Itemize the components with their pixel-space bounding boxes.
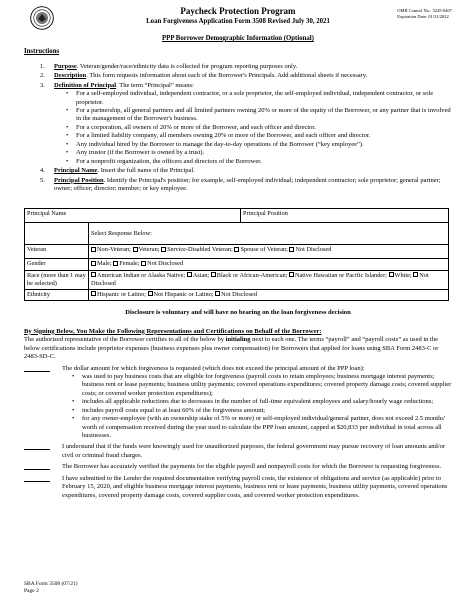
bullet-icon: • (66, 90, 69, 98)
gender-not-disclosed-checkbox[interactable] (141, 261, 146, 266)
certification-bullets (62, 373, 452, 441)
definition-item (66, 158, 452, 166)
instruction-number: 5. (40, 176, 45, 184)
bullet-text: includes payroll costs equal to at least 60% of the forgiveness amount; (82, 406, 266, 414)
option-label: Veteran; (138, 246, 160, 254)
bullet-icon: • (66, 132, 69, 140)
definition-text: For a nonprofit organization, the officers and directors of the Borrower. (76, 157, 262, 165)
page-number: Page 2 (24, 587, 39, 594)
native-hawaiian-checkbox[interactable] (289, 272, 294, 277)
option-label: Not Disclosed (91, 271, 429, 287)
option-label: White; (394, 271, 412, 279)
sba-seal-icon (30, 6, 54, 30)
certification-item (24, 443, 452, 460)
omb-control-number: OMB Control No.: 3245-0407 (397, 8, 452, 13)
certification-text: I have submitted to the Lender the required documentation verifying payroll costs, the existence of obligations and service (as applicable) prior to February 15, 2020, and eligible business mortgage interest payments, business rent or lease payments, business utility payments, covered operations expenditures, covered property damage costs, covered supplier costs, and covered worker protection expenditures. (62, 474, 448, 499)
race-row (25, 270, 449, 289)
option-label: Hispanic or Latino; (97, 290, 146, 298)
instruction-term: Purpose (54, 62, 77, 70)
select-response-label: Select Response Below: (91, 229, 152, 237)
not-hispanic-checkbox[interactable] (148, 291, 153, 296)
option-label: Spouse of Veteran; (240, 246, 288, 254)
instruction-number: 1. (40, 62, 45, 70)
definition-item (66, 107, 452, 124)
bullet-text: was used to pay business costs that are eligible for forgiveness (payroll costs to retain employees; business mortgage interest payments; business rent or lease payments; business utility payments; covered operations expenditures; covered property damage costs; covered supplier costs; or covered worker protection expenditures); (82, 372, 452, 397)
option-label: Not Disclosed (295, 246, 332, 254)
instruction-text: . The term “Principal” means: (116, 81, 194, 89)
intro-bold-text: initialing (225, 336, 251, 344)
instruction-item (40, 72, 452, 80)
definition-item (66, 132, 452, 140)
instruction-text: . Insert the full name of the Principal. (97, 167, 195, 175)
bullet-item (72, 373, 452, 398)
bullet-icon: • (72, 415, 75, 423)
bullet-icon: • (66, 123, 69, 131)
bullet-text: for any owner-employee (with an ownership stake of 5% or more) or self-employed individual/general partner, does not exceed 2.5 months' worth of compensation received during the year used to calculate the PPP loan amount, capped at $20,833 per individual in total across all businesses. (82, 415, 446, 440)
form-id: SBA Form 3508 (07/21) (24, 580, 78, 587)
principal-name-label: Principal Name (27, 210, 67, 218)
definition-text: Any individual hired by the Borrower to manage the day-to-day operations of the Borrower (“key employee”). (76, 140, 364, 148)
definition-item (66, 149, 452, 157)
certification-text (62, 365, 452, 441)
option-label: Native Hawaiian or Pacific Islander; (294, 271, 387, 279)
bullet-icon: • (72, 398, 75, 406)
initial-field[interactable] (24, 463, 50, 470)
initial-field[interactable] (24, 475, 50, 482)
certification-statement: The dollar amount for which forgiveness is requested (which does not exceed the principal amount of the PPP loan): (62, 364, 365, 372)
option-label: American Indian or Alaska Native; (97, 271, 186, 279)
certification-item (24, 463, 452, 471)
female-checkbox[interactable] (113, 261, 118, 266)
instruction-item (40, 167, 452, 175)
form-header (24, 4, 452, 44)
black-checkbox[interactable] (211, 272, 216, 277)
instruction-text: . Veteran/gender/race/ethnicity data is collected for program reporting purposes only. (76, 62, 298, 70)
instruction-item (40, 82, 452, 166)
bullet-item (72, 415, 452, 440)
option-label: Not Disclosed (147, 260, 184, 268)
signing-heading: By Signing Below, You Make the Following Representations and Certifications on Behalf of the Borrower: (24, 327, 322, 335)
principal-position-label: Principal Position (243, 210, 288, 218)
veteran-checkbox[interactable] (133, 247, 138, 252)
demographic-table (24, 208, 449, 301)
definition-text: For a corporation, all owners of 20% or more of the Borrower, and each officer and director. (76, 123, 316, 131)
definition-item (66, 124, 452, 132)
option-label: Not Disclosed (221, 290, 257, 298)
instruction-term: Definition of Principal (54, 81, 117, 89)
option-label: Non-Veteran; (97, 246, 131, 254)
omb-info (397, 8, 452, 20)
bullet-text: includes all applicable reductions due to decreases in the number of full-time equivalent employees and salary/hourly wage reductions; (82, 398, 434, 406)
option-label: Male; (97, 260, 112, 268)
bullet-icon: • (66, 149, 69, 157)
principal-name-cell[interactable] (25, 209, 241, 223)
veteran-options (89, 245, 449, 259)
bullet-icon: • (66, 107, 69, 115)
principal-position-cell[interactable] (241, 209, 449, 223)
race-not-disclosed-checkbox[interactable] (413, 272, 418, 277)
male-checkbox[interactable] (91, 261, 96, 266)
signing-intro (24, 336, 452, 361)
veteran-row (25, 245, 449, 259)
instruction-term: Principal Position (54, 176, 104, 184)
instruction-number: 4. (40, 167, 45, 175)
instructions-list (24, 63, 452, 194)
bullet-icon: • (72, 406, 75, 414)
disclosure-notice: Disclosure is voluntary and will have no bearing on the loan forgiveness decision (125, 309, 351, 317)
page-footer (24, 581, 78, 595)
certification-text: The Borrower has accurately verified the payments for the eligible payroll and nonpayroll costs for which the Borrower is requesting forgiveness. (62, 463, 442, 471)
ethnicity-row (25, 289, 449, 300)
gender-row (25, 259, 449, 270)
definition-text: Any trustor (if the Borrower is owned by a trust). (76, 149, 205, 157)
instruction-item (40, 177, 452, 194)
form-subtitle: Loan Forgiveness Application Form 3508 Revised July 30, 2021 (146, 17, 330, 25)
instruction-number: 3. (40, 81, 45, 89)
hispanic-checkbox[interactable] (91, 291, 96, 296)
spouse-of-veteran-checkbox[interactable] (234, 247, 239, 252)
select-response-cell (89, 223, 449, 245)
instruction-number: 2. (40, 72, 45, 80)
race-options (89, 270, 449, 289)
instruction-term: Description (54, 72, 87, 80)
bullet-item (72, 398, 452, 406)
initial-field[interactable] (24, 365, 50, 372)
service-disabled-veteran-checkbox[interactable] (161, 247, 166, 252)
certification-text: I understand that if the funds were knowingly used for unauthorized purposes, the federal government may pursue recovery of loan amounts and/or civil or criminal fraud charges. (62, 443, 446, 459)
principal-header-row (25, 209, 449, 223)
intro-text: next to each one. The terms “payroll” and “payroll costs” as used in the below certifications include proprietor expenses (business expenses plus owner compensation) for Borrowers that applied for loans using SBA Form 2483-C or 2483-SD-C. (24, 336, 439, 361)
instruction-text: . This form requests information about each of the Borrower's Principals. Add additional sheets if necessary. (86, 72, 368, 80)
definition-item (66, 90, 452, 107)
certification-item (24, 475, 452, 500)
expiration-date: Expiration Date: 01/31/2022 (397, 14, 449, 20)
option-label: Service-Disabled Veteran; (167, 246, 233, 254)
bullet-item (72, 407, 452, 415)
instruction-term: Principal Name (54, 167, 98, 175)
non-veteran-checkbox[interactable] (91, 247, 96, 252)
blank-cell (25, 223, 89, 245)
principal-definitions (54, 90, 452, 166)
race-label: Race (more than 1 may be selected) (25, 270, 89, 289)
ethnicity-label: Ethnicity (25, 289, 89, 300)
initial-field[interactable] (24, 443, 50, 450)
gender-label: Gender (25, 259, 89, 270)
ethnicity-not-disclosed-checkbox[interactable] (215, 291, 220, 296)
option-label: Female; (119, 260, 140, 268)
form-title: PPP Borrower Demographic Information (Optional) (162, 35, 314, 42)
instruction-text: . Identify the Principal's position; for example, self-employed individual; independent contractor; sole proprietor; general partner; owner; officer; director; member; or key employee. (54, 176, 441, 192)
white-checkbox[interactable] (389, 272, 394, 277)
bullet-icon: • (66, 157, 69, 165)
definition-text: For a partnership, all general partners and all limited partners owning 20% or more of the equity of the Borrower, or any partner that is involved in the management of the Borrower's business. (76, 107, 451, 123)
intro-text: The authorized representative of the Borrower certifies to all of the below by (24, 336, 226, 344)
veteran-not-disclosed-checkbox[interactable] (289, 247, 294, 252)
definition-text: For a self-employed individual, independent contractor, or a sole proprietor, the self-employed individual, independent contractor, or sole proprietor. (76, 90, 434, 106)
veteran-label: Veteran (25, 245, 89, 259)
ethnicity-options (89, 289, 449, 300)
bullet-icon: • (72, 372, 75, 380)
option-label: Not Hispanic or Latino; (153, 290, 214, 298)
definition-text: For a limited liability company, all members owning 20% or more of the Borrower, and each officer and director. (76, 132, 371, 140)
asian-checkbox[interactable] (187, 272, 192, 277)
option-label: Asian; (192, 271, 210, 279)
definition-item (66, 141, 452, 149)
program-title: Paycheck Protection Program (180, 6, 296, 16)
gender-options (89, 259, 449, 270)
instruction-item (40, 63, 452, 71)
american-indian-checkbox[interactable] (91, 272, 96, 277)
instructions-heading: Instructions (24, 48, 60, 55)
bullet-icon: • (66, 140, 69, 148)
option-label: Black or African-American; (216, 271, 288, 279)
select-response-row (25, 223, 449, 245)
certification-item (24, 365, 452, 441)
